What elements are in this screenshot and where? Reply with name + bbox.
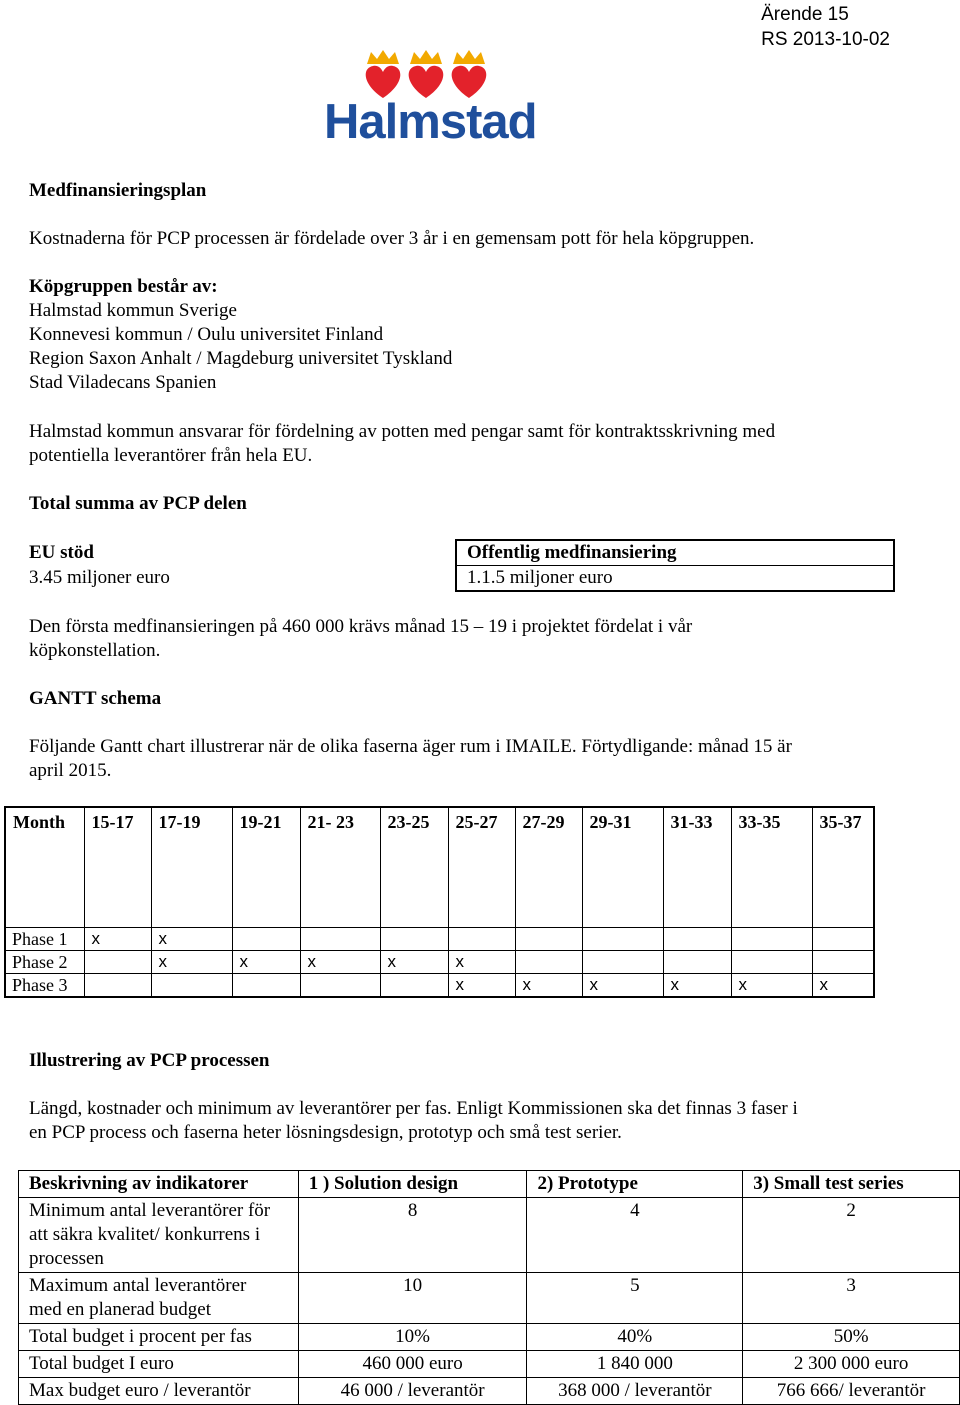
gantt-cell	[663, 928, 731, 951]
gantt-cell: x	[515, 974, 582, 998]
phase-label: Phase 2	[5, 951, 84, 974]
indicator-value: 46 000 / leverantör	[298, 1378, 527, 1405]
gantt-header-cell: 29-31	[582, 807, 663, 928]
indicator-value: 40%	[527, 1324, 743, 1351]
gantt-cell	[731, 928, 812, 951]
gantt-table	[4, 806, 875, 998]
gantt-cell	[812, 951, 874, 974]
gantt-header-cell: 31-33	[663, 807, 731, 928]
indicator-value: 766 666/ leverantör	[743, 1378, 960, 1405]
gantt-header-cell: 23-25	[380, 807, 448, 928]
section-title-medfinansieringsplan: Medfinansieringsplan	[29, 180, 207, 201]
indicators-header-cell: 3) Small test series	[743, 1171, 960, 1198]
gantt-row-phase-3	[5, 974, 874, 998]
responsibility-text: Halmstad kommun ansvarar för fördelning av potten med pengar samt för kontraktsskrivning med	[29, 421, 776, 442]
gantt-cell	[731, 951, 812, 974]
public-value: 1.1.5 miljoner euro	[456, 566, 894, 592]
indicator-value: 5	[527, 1273, 743, 1324]
indicator-label: Total budget I euro	[19, 1351, 299, 1378]
indicators-header-cell: Beskrivning av indikatorer	[19, 1171, 299, 1198]
indicators-row	[19, 1273, 960, 1324]
gantt-header-cell: 33-35	[731, 807, 812, 928]
gantt-cell	[515, 951, 582, 974]
member-item: Region Saxon Anhalt / Magdeburg universitet Tyskland	[29, 348, 453, 369]
gantt-cell	[84, 951, 151, 974]
gantt-cell: x	[663, 974, 731, 998]
gantt-header-row	[5, 807, 874, 928]
indicators-header-row	[19, 1171, 960, 1198]
indicator-value: 10%	[298, 1324, 527, 1351]
gantt-cell: x	[582, 974, 663, 998]
indicator-value: 8	[298, 1198, 527, 1273]
document-reference	[761, 2, 890, 52]
gantt-cell: x	[380, 951, 448, 974]
gantt-cell: x	[151, 928, 232, 951]
gantt-header-cell: 17-19	[151, 807, 232, 928]
pcp-title: Illustrering av PCP processen	[29, 1050, 270, 1071]
gantt-cell	[380, 928, 448, 951]
indicator-value: 2	[743, 1198, 960, 1273]
indicators-header-cell: 1 ) Solution design	[298, 1171, 527, 1198]
gantt-cell	[582, 951, 663, 974]
gantt-header-cell: 15-17	[84, 807, 151, 928]
gantt-cell: x	[448, 974, 515, 998]
gantt-cell: x	[151, 951, 232, 974]
pcp-description-cont: en PCP process och faserna heter lösningsdesign, prototyp och små test serier.	[29, 1122, 622, 1143]
indicator-value: 4	[527, 1198, 743, 1273]
indicator-value: 1 840 000	[527, 1351, 743, 1378]
indicator-value: 460 000 euro	[298, 1351, 527, 1378]
funding-table	[28, 539, 895, 592]
gantt-header-cell: 35-37	[812, 807, 874, 928]
gantt-header-cell: 19-21	[232, 807, 300, 928]
gantt-header-cell: Month	[5, 807, 84, 928]
gantt-cell	[448, 928, 515, 951]
gantt-cell	[582, 928, 663, 951]
gantt-header-cell: 27-29	[515, 807, 582, 928]
total-heading: Total summa av PCP delen	[29, 493, 247, 514]
gantt-cell: x	[300, 951, 380, 974]
member-item: Stad Viladecans Spanien	[29, 372, 217, 393]
indicators-table	[18, 1170, 960, 1405]
first-financing-text: Den första medfinansieringen på 460 000 krävs månad 15 – 19 i projektet fördelat i vår	[29, 616, 693, 637]
indicator-label: Minimum antal leverantörer för att säkra kvalitet/ konkurrens i processen	[19, 1198, 299, 1273]
gantt-row-phase-2	[5, 951, 874, 974]
indicator-label: Maximum antal leverantörer med en planerad budget	[19, 1273, 299, 1324]
gantt-cell: x	[448, 951, 515, 974]
indicators-row	[19, 1324, 960, 1351]
gantt-header-cell: 21- 23	[300, 807, 380, 928]
phase-label: Phase 3	[5, 974, 84, 998]
gantt-header-cell: 25-27	[448, 807, 515, 928]
gantt-cell	[663, 951, 731, 974]
pcp-description: Längd, kostnader och minimum av leverantörer per fas. Enligt Kommissionen ska det finnas 3 faser i	[29, 1098, 798, 1119]
gantt-cell: x	[731, 974, 812, 998]
gantt-cell	[232, 928, 300, 951]
indicators-row	[19, 1351, 960, 1378]
responsibility-text-cont: potentiella leverantörer från hela EU.	[29, 445, 313, 466]
phase-label: Phase 1	[5, 928, 84, 951]
indicator-value: 50%	[743, 1324, 960, 1351]
group-heading: Köpgruppen består av:	[29, 276, 218, 297]
gantt-cell	[300, 928, 380, 951]
gantt-cell	[84, 974, 151, 998]
gantt-cell: x	[232, 951, 300, 974]
eu-value: 3.45 miljoner euro	[29, 567, 170, 589]
indicator-value: 3	[743, 1273, 960, 1324]
gantt-cell	[151, 974, 232, 998]
arende-number: Ärende 15	[761, 4, 849, 25]
indicator-value: 10	[298, 1273, 527, 1324]
halmstad-logo	[322, 48, 558, 152]
rs-date: RS 2013-10-02	[761, 29, 890, 50]
gantt-cell	[380, 974, 448, 998]
indicator-label: Max budget euro / leverantör	[19, 1378, 299, 1405]
gantt-cell	[812, 928, 874, 951]
indicators-row	[19, 1378, 960, 1405]
gantt-description-cont: april 2015.	[29, 760, 112, 781]
gantt-cell	[515, 928, 582, 951]
gantt-description: Följande Gantt chart illustrerar när de olika faserna äger rum i IMAILE. Förtydligande: månad 15 är	[29, 736, 792, 757]
intro-text: Kostnaderna för PCP processen är fördelade over 3 år i en gemensam pott för hela köpgruppen.	[29, 228, 755, 249]
indicator-value: 2 300 000 euro	[743, 1351, 960, 1378]
gantt-cell	[232, 974, 300, 998]
indicator-value: 368 000 / leverantör	[527, 1378, 743, 1405]
public-label: Offentlig medfinansiering	[456, 540, 894, 566]
gantt-title: GANTT schema	[29, 688, 162, 709]
gantt-cell: x	[84, 928, 151, 951]
member-item: Halmstad kommun Sverige	[29, 300, 237, 321]
gantt-row-phase-1	[5, 928, 874, 951]
logo-text: Halmstad	[324, 95, 537, 149]
indicator-label: Total budget i procent per fas	[19, 1324, 299, 1351]
indicators-header-cell: 2) Prototype	[527, 1171, 743, 1198]
eu-label: EU stöd	[29, 541, 94, 563]
first-financing-text-cont: köpkonstellation.	[29, 640, 161, 661]
gantt-cell	[300, 974, 380, 998]
indicators-row	[19, 1198, 960, 1273]
gantt-cell: x	[812, 974, 874, 998]
member-item: Konnevesi kommun / Oulu universitet Finland	[29, 324, 384, 345]
